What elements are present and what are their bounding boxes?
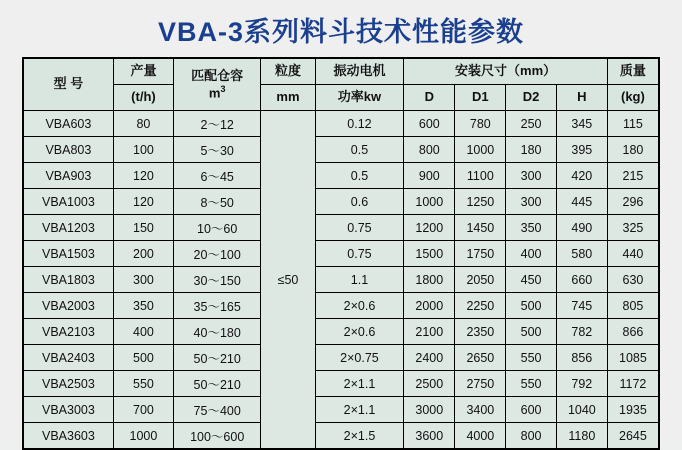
cell-model: VBA2503 (24, 371, 114, 397)
cell-capacity: 500 (113, 345, 173, 371)
cell-dim-d: 1500 (404, 241, 455, 267)
cell-motor-power: 2×0.6 (315, 319, 404, 345)
cell-dim-d2: 550 (506, 371, 556, 397)
cell-motor-power: 0.5 (315, 137, 404, 163)
header-install-dimensions: 安装尺寸（mm） (404, 59, 608, 85)
cell-dim-h: 782 (556, 319, 607, 345)
cell-motor-power: 0.6 (315, 189, 404, 215)
cell-dim-d1: 2350 (455, 319, 506, 345)
cell-bin-capacity: 30～150 (174, 267, 261, 293)
cell-motor-power: 0.75 (315, 241, 404, 267)
cell-model: VBA1803 (24, 267, 114, 293)
cell-dim-d2: 500 (506, 293, 556, 319)
cell-dim-h: 445 (556, 189, 607, 215)
cell-dim-d1: 1250 (455, 189, 506, 215)
cell-capacity: 400 (113, 319, 173, 345)
cell-motor-power: 0.75 (315, 215, 404, 241)
header-capacity-unit: (t/h) (113, 85, 173, 111)
cell-bin-capacity: 2～12 (174, 111, 261, 137)
header-dim-h: H (556, 85, 607, 111)
cell-dim-h: 856 (556, 345, 607, 371)
cell-model: VBA2003 (24, 293, 114, 319)
spec-table-container (22, 57, 660, 450)
cell-bin-capacity: 10～60 (174, 215, 261, 241)
cell-motor-power: 2×0.6 (315, 293, 404, 319)
table-row (24, 293, 659, 319)
header-granularity: 粒度 (261, 59, 315, 85)
cell-dim-d1: 2650 (455, 345, 506, 371)
cell-dim-d: 1200 (404, 215, 455, 241)
cell-dim-d: 1800 (404, 267, 455, 293)
header-bin-capacity-label: 匹配仓容 (191, 67, 244, 83)
cell-motor-power: 0.5 (315, 163, 404, 189)
cell-capacity: 300 (113, 267, 173, 293)
cell-dim-h: 1040 (556, 397, 607, 423)
header-mass-unit: (kg) (607, 85, 658, 111)
cell-motor-power: 2×1.1 (315, 371, 404, 397)
cell-mass: 325 (607, 215, 658, 241)
page-title: VBA-3系列料斗技术性能参数 (157, 17, 524, 47)
cell-dim-d1: 4000 (455, 423, 506, 449)
cell-dim-d2: 300 (506, 163, 556, 189)
cell-dim-d: 600 (404, 111, 455, 137)
cell-dim-d2: 500 (506, 319, 556, 345)
cell-dim-d: 3600 (404, 423, 455, 449)
cell-motor-power: 2×1.5 (315, 423, 404, 449)
header-row-sub (24, 85, 659, 111)
cell-model: VBA603 (24, 111, 114, 137)
cell-bin-capacity: 50～210 (174, 345, 261, 371)
header-bin-capacity (174, 59, 261, 111)
cell-dim-d2: 550 (506, 345, 556, 371)
header-dim-d: D (404, 85, 455, 111)
cell-dim-d2: 180 (506, 137, 556, 163)
cell-dim-d: 800 (404, 137, 455, 163)
cell-bin-capacity: 75～400 (174, 397, 261, 423)
cell-dim-d1: 1750 (455, 241, 506, 267)
cell-dim-d2: 350 (506, 215, 556, 241)
cell-dim-d2: 600 (506, 397, 556, 423)
cell-dim-d2: 250 (506, 111, 556, 137)
cell-motor-power: 1.1 (315, 267, 404, 293)
cell-mass: 2645 (607, 423, 658, 449)
cell-bin-capacity: 6～45 (174, 163, 261, 189)
cell-dim-d: 2500 (404, 371, 455, 397)
table-row (24, 163, 659, 189)
cell-mass: 215 (607, 163, 658, 189)
cell-bin-capacity: 35～165 (174, 293, 261, 319)
cell-mass: 180 (607, 137, 658, 163)
cell-dim-h: 490 (556, 215, 607, 241)
cell-dim-h: 1180 (556, 423, 607, 449)
table-row (24, 215, 659, 241)
cell-mass: 866 (607, 319, 658, 345)
cell-motor-power: 2×1.1 (315, 397, 404, 423)
cell-capacity: 120 (113, 189, 173, 215)
cell-dim-d1: 3400 (455, 397, 506, 423)
header-motor: 振动电机 (315, 59, 404, 85)
cell-model: VBA2103 (24, 319, 114, 345)
cell-dim-h: 660 (556, 267, 607, 293)
table-row (24, 111, 659, 137)
cell-capacity: 550 (113, 371, 173, 397)
cell-dim-d1: 2250 (455, 293, 506, 319)
table-row (24, 241, 659, 267)
cell-capacity: 80 (113, 111, 173, 137)
cell-motor-power: 0.12 (315, 111, 404, 137)
cell-capacity: 700 (113, 397, 173, 423)
spec-table (23, 58, 659, 449)
cell-dim-h: 420 (556, 163, 607, 189)
cell-bin-capacity: 100～600 (174, 423, 261, 449)
cell-model: VBA3603 (24, 423, 114, 449)
cell-capacity: 150 (113, 215, 173, 241)
cell-dim-d: 2400 (404, 345, 455, 371)
cell-bin-capacity: 20～100 (174, 241, 261, 267)
cell-bin-capacity: 50～210 (174, 371, 261, 397)
cell-dim-d2: 400 (506, 241, 556, 267)
cell-granularity: ≤50 (261, 111, 315, 449)
cell-dim-d1: 1100 (455, 163, 506, 189)
header-mass: 质量 (607, 59, 658, 85)
cell-model: VBA803 (24, 137, 114, 163)
header-dim-d2: D2 (506, 85, 556, 111)
table-row (24, 423, 659, 449)
cell-dim-h: 792 (556, 371, 607, 397)
cell-capacity: 100 (113, 137, 173, 163)
table-row (24, 267, 659, 293)
table-row (24, 371, 659, 397)
header-model: 型 号 (24, 59, 114, 111)
table-row (24, 137, 659, 163)
cell-model: VBA3003 (24, 397, 114, 423)
cell-bin-capacity: 8～50 (174, 189, 261, 215)
cell-dim-d1: 1450 (455, 215, 506, 241)
cell-model: VBA1203 (24, 215, 114, 241)
cell-motor-power: 2×0.75 (315, 345, 404, 371)
table-header (24, 59, 659, 111)
cell-mass: 630 (607, 267, 658, 293)
cell-capacity: 200 (113, 241, 173, 267)
cell-bin-capacity: 5～30 (174, 137, 261, 163)
cell-capacity: 120 (113, 163, 173, 189)
table-row (24, 319, 659, 345)
cell-dim-h: 345 (556, 111, 607, 137)
cell-dim-d2: 300 (506, 189, 556, 215)
cell-dim-d1: 2050 (455, 267, 506, 293)
cell-dim-d2: 450 (506, 267, 556, 293)
header-capacity: 产量 (113, 59, 173, 85)
cell-dim-d1: 1000 (455, 137, 506, 163)
header-dim-d1: D1 (455, 85, 506, 111)
header-granularity-unit: mm (261, 85, 315, 111)
cell-capacity: 1000 (113, 423, 173, 449)
cell-capacity: 350 (113, 293, 173, 319)
cell-dim-h: 580 (556, 241, 607, 267)
table-body (24, 111, 659, 449)
header-row-main (24, 59, 659, 85)
cell-mass: 805 (607, 293, 658, 319)
cell-mass: 440 (607, 241, 658, 267)
cell-model: VBA1503 (24, 241, 114, 267)
cell-model: VBA903 (24, 163, 114, 189)
cell-mass: 1935 (607, 397, 658, 423)
table-row (24, 189, 659, 215)
cell-dim-d: 1000 (404, 189, 455, 215)
table-row (24, 397, 659, 423)
cell-model: VBA1003 (24, 189, 114, 215)
table-row (24, 345, 659, 371)
cell-dim-h: 395 (556, 137, 607, 163)
cell-bin-capacity: 40～180 (174, 319, 261, 345)
cell-dim-d: 3000 (404, 397, 455, 423)
cell-dim-d: 2100 (404, 319, 455, 345)
header-motor-unit: 功率kw (315, 85, 404, 111)
cell-mass: 1085 (607, 345, 658, 371)
cell-dim-h: 745 (556, 293, 607, 319)
cell-dim-d: 900 (404, 163, 455, 189)
cell-model: VBA2403 (24, 345, 114, 371)
header-bin-capacity-unit: $m^3$ (208, 83, 226, 101)
cell-dim-d1: 2750 (455, 371, 506, 397)
cell-mass: 296 (607, 189, 658, 215)
cell-dim-d: 2000 (404, 293, 455, 319)
cell-dim-d1: 780 (455, 111, 506, 137)
cell-mass: 1172 (607, 371, 658, 397)
cell-mass: 115 (607, 111, 658, 137)
cell-dim-d2: 800 (506, 423, 556, 449)
